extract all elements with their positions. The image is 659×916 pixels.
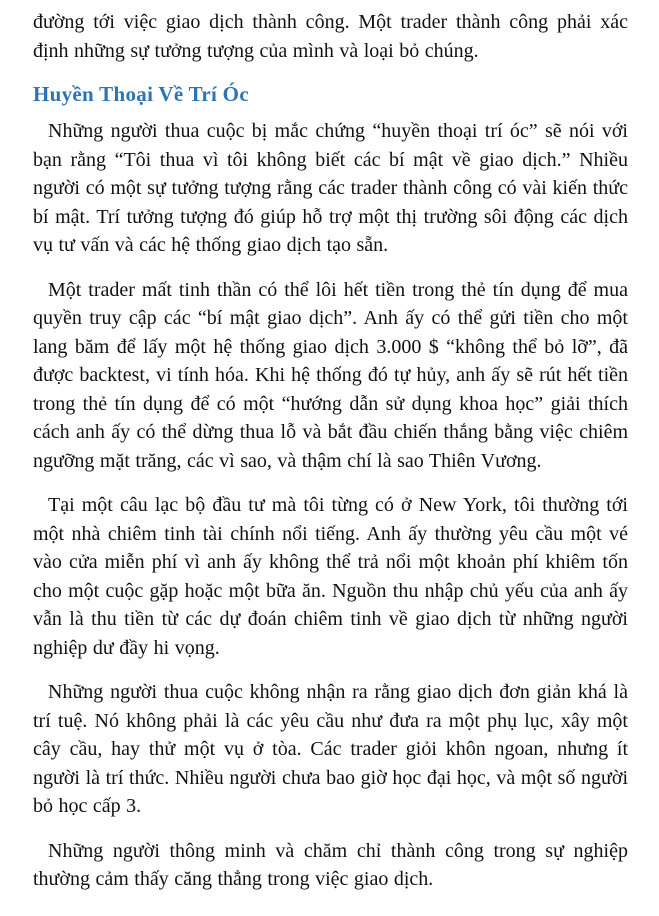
section-heading: Huyền Thoại Về Trí Óc xyxy=(33,82,249,106)
paragraph-continuation: đường tới việc giao dịch thành công. Một trader thành công phải xác định những sự tưởng tượng của mình và loại bỏ chúng. xyxy=(33,11,628,62)
paragraph-mind-myth-1: Những người thua cuộc bị mắc chứng “huyền thoại trí óc” sẽ nói với bạn rằng “Tôi thua vì tôi không biết các bí mật về giao dịch.” Nhiều người có một sự tưởng tượng rằng các trader thành công có vài kiến thức bí mật. Trí tưởng tượng đó giúp hỗ trợ một thị trường sôi động các dịch vụ tư vấn và các hệ thống giao dịch tạo sẵn. xyxy=(33,120,628,256)
paragraph-mind-myth-5: Những người thông minh và chăm chỉ thành công trong sự nghiệp thường cảm thấy căng thẳng trong việc giao dịch. xyxy=(33,839,628,890)
paragraph-mind-myth-4: Những người thua cuộc không nhận ra rằng giao dịch đơn giản khá là trí tuệ. Nó không phải là các yêu cầu như đưa ra một phụ lục, xây một cây cầu, hay thử một vụ ở tòa. Các trader giỏi khôn ngoan, nhưng ít người là trí thức. Nhiều người chưa bao giờ học đại học, và một số người bỏ học cấp 3. xyxy=(33,681,628,817)
paragraph-mind-myth-3: Tại một câu lạc bộ đầu tư mà tôi từng có ở New York, tôi thường tới một nhà chiêm tinh tài chính nổi tiếng. Anh ấy thường yêu cầu một vé vào cửa miễn phí vì anh ấy không thể trả nổi một khoản phí khiêm tốn cho một cuộc gặp hoặc một bữa ăn. Nguồn thu nhập chủ yếu của anh ấy vẫn là thu tiền từ các dự đoán chiêm tinh về giao dịch từ những người nghiệp dư đầy hi vọng. xyxy=(33,494,628,659)
paragraph-mind-myth-2: Một trader mất tinh thần có thể lôi hết tiền trong thẻ tín dụng để mua quyền truy cập các “bí mật giao dịch”. Anh ấy có thể gửi tiền cho một lang băm để lấy một hệ thống giao dịch 3.000 $ “không thể bỏ lỡ”, đã được backtest, vi tính hóa. Khi hệ thống đó tự hủy, anh ấy sẽ rút hết tiền trong thẻ tín dụng để có một “hướng dẫn sử dụng khoa học” giải thích cách anh ấy có thể dừng thua lỗ và bắt đầu chiến thắng bằng việc chiêm ngưỡng mặt trăng, các vì sao, và thậm chí là sao Thiên Vương. xyxy=(33,278,628,472)
